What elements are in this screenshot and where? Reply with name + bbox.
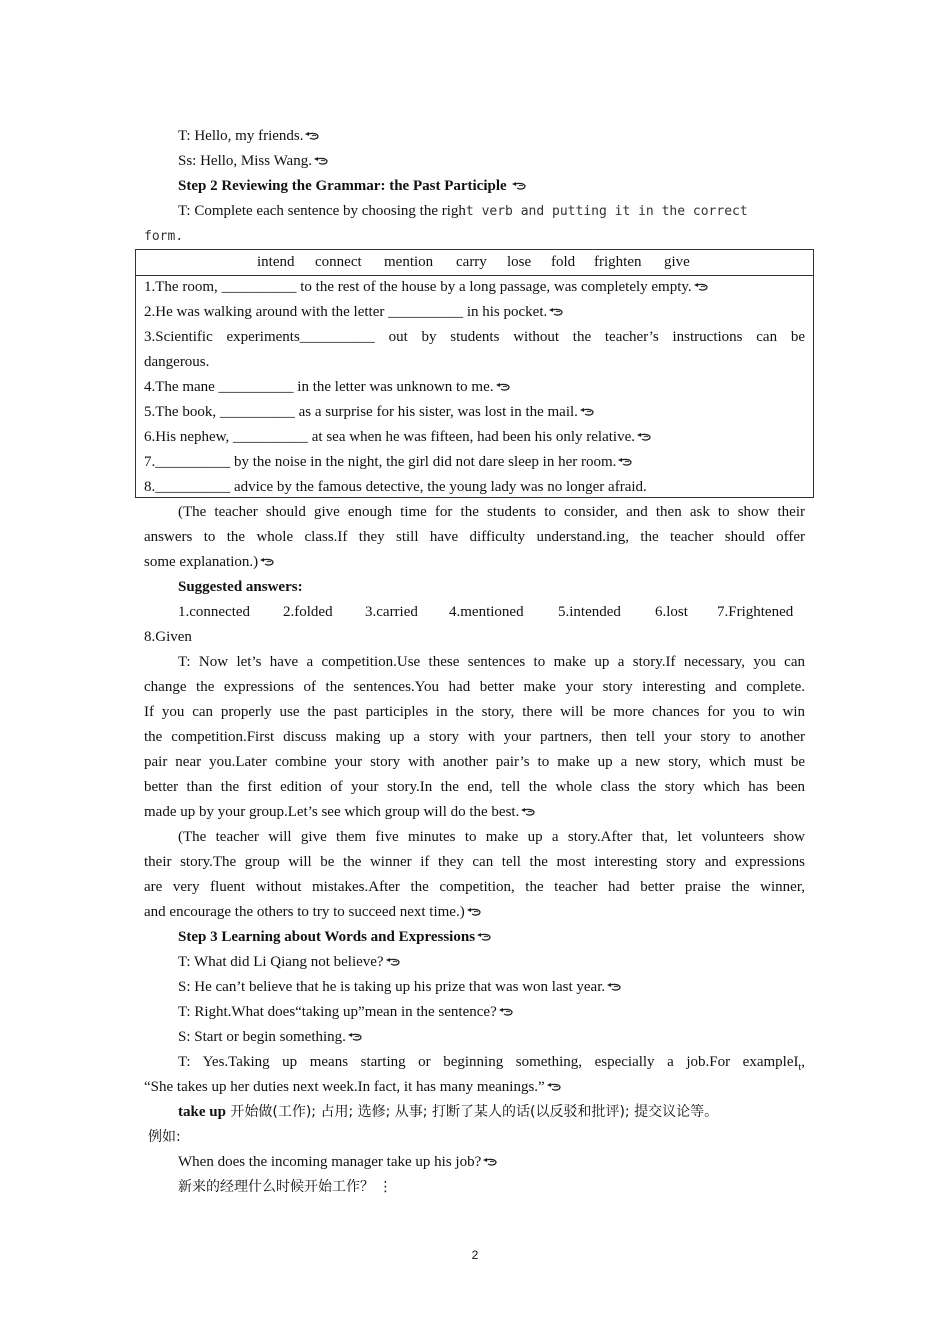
exercise-sentence: 1.The room, __________ to the rest of the house by a long passage, was completely empty. <box>144 275 805 300</box>
answer-item: 5.intended <box>558 604 621 620</box>
paragraph-line: are very fluent without mistakes.After the competition, the teacher had better praise the winner, <box>144 879 805 895</box>
exercise-sentence: 5.The book, __________ as a surprise for his sister, was lost in the mail. <box>144 400 805 425</box>
paragraph-line: some explanation.) <box>144 550 805 575</box>
dialog-line-cont: “She takes up her duties next week.In fact, it has many meanings.” <box>144 1075 805 1100</box>
return-mark-icon <box>693 282 709 292</box>
paragraph-line: (The teacher will give them five minutes to make up a story.After that, let volunteers show <box>178 829 805 845</box>
page-number: 2 <box>471 1248 479 1262</box>
example-sentence: When does the incoming manager take up his job? <box>178 1150 805 1175</box>
return-mark-icon <box>606 982 622 992</box>
dialog-line: T: What did Li Qiang not believe? <box>178 950 805 975</box>
answer-item: 3.carried <box>365 604 418 620</box>
return-mark-icon <box>579 407 595 417</box>
exercise-table <box>135 249 814 498</box>
paragraph-line: (The teacher should give enough time for the students to consider, and then ask to show their <box>178 504 805 520</box>
paragraph-line: answers to the whole class.If they still have difficulty understand.ing, the teacher should offer <box>144 529 805 545</box>
paragraph-line: their story.The group will be the winner if they can tell the most interesting story and expressions <box>144 854 805 870</box>
return-mark-icon <box>546 1082 562 1092</box>
word-bank-item: fold <box>551 254 576 270</box>
return-mark-icon <box>466 907 482 917</box>
step3-heading: Step 3 Learning about Words and Expressions <box>178 925 805 950</box>
word-bank-item: intend <box>257 254 295 270</box>
exercise-sentence: 3.Scientific experiments__________ out by students without the teacher’s instructions can be <box>144 329 805 345</box>
exercise-sentence-cont: dangerous. <box>144 354 210 370</box>
vocabulary-entry <box>178 1100 818 1125</box>
line-students-greeting: Ss: Hello, Miss Wang. <box>178 149 805 174</box>
dialog-line: T: Right.What does“taking up”mean in the sentence? <box>178 1000 805 1025</box>
word-bank-item: frighten <box>594 254 642 270</box>
answer-item: 7.Frightened <box>717 604 794 620</box>
paragraph-line: change the expressions of the sentences.You had better make your story interesting and complete. <box>144 679 805 695</box>
word-bank-row <box>136 250 813 276</box>
answer-item: 1.connected <box>178 604 251 620</box>
answer-item: 8.Given <box>144 629 192 645</box>
exercise-sentence: 6.His nephew, __________ at sea when he was fifteen, had been his only relative. <box>144 425 805 450</box>
return-mark-icon <box>548 307 564 317</box>
answer-item: 6.lost <box>655 604 688 620</box>
word-bank-item: mention <box>384 254 434 270</box>
line-teacher-greeting: T: Hello, my friends. <box>178 124 805 149</box>
vocabulary-term: take up <box>178 1104 226 1120</box>
return-mark-icon <box>511 181 527 191</box>
paragraph-line: If you can properly use the past participles in the story, there will be more chances for you to win <box>144 704 805 720</box>
answer-item: 2.folded <box>283 604 333 620</box>
return-mark-icon <box>259 557 275 567</box>
instruction-line-cont: form. <box>144 229 184 244</box>
return-mark-icon <box>347 1032 363 1042</box>
vocabulary-definition: 开始做(工作); 占用; 选修; 从事; 打断了某人的话(以反驳和批评); 提交议论等。 <box>225 1104 719 1120</box>
dialog-line: T: Yes.Taking up means starting or beginning something, especially a job.For exampleI$_t$, <box>178 1054 805 1073</box>
answer-item: 4.mentioned <box>449 604 524 620</box>
exercise-sentence: 7.__________ by the noise in the night, the girl did not dare sleep in her room. <box>144 450 805 475</box>
word-bank-item: connect <box>315 254 362 270</box>
example-translation: 新来的经理什么时候开始工作？ ⋮ <box>178 1179 393 1195</box>
paragraph-line: the competition.First discuss making up a story with your partners, then tell your story to another <box>144 729 805 745</box>
return-mark-icon <box>482 1157 498 1167</box>
return-mark-icon <box>498 1007 514 1017</box>
return-mark-icon <box>385 957 401 967</box>
return-mark-icon <box>617 457 633 467</box>
paragraph-line: and encourage the others to try to succeed next time.) <box>144 900 805 925</box>
word-bank-item: carry <box>456 254 487 270</box>
paragraph-line: made up by your group.Let’s see which group will do the best. <box>144 800 805 825</box>
instruction-line: T: Complete each sentence by choosing the right verb and putting it in the correct <box>178 203 748 219</box>
paragraph-line: T: Now let’s have a competition.Use these sentences to make up a story.If necessary, you can <box>178 654 805 670</box>
paragraph-line: pair near you.Later combine your story with another pair’s to make up a new story, which must be <box>144 754 805 770</box>
step2-heading: Step 2 Reviewing the Grammar: the Past Participle <box>178 174 805 199</box>
return-mark-icon <box>520 807 536 817</box>
return-mark-icon <box>476 932 492 942</box>
exercise-sentence: 8.__________ advice by the famous detective, the young lady was no longer afraid. <box>144 479 647 495</box>
suggested-answers-heading: Suggested answers: <box>178 579 303 595</box>
dialog-line: S: Start or begin something. <box>178 1025 805 1050</box>
return-mark-icon <box>636 432 652 442</box>
paragraph-line: better than the first edition of your story.In the end, tell the whole class the story which has been <box>144 779 805 795</box>
return-mark-icon <box>304 131 320 141</box>
exercise-sentence: 2.He was walking around with the letter __________ in his pocket. <box>144 300 805 325</box>
return-mark-icon <box>495 382 511 392</box>
word-bank-item: lose <box>507 254 532 270</box>
exercise-sentence: 4.The mane __________ in the letter was unknown to me. <box>144 375 805 400</box>
dialog-line: S: He can’t believe that he is taking up his prize that was won last year. <box>178 975 805 1000</box>
return-mark-icon <box>313 156 329 166</box>
vocabulary-example-label: 例如: <box>148 1129 181 1145</box>
word-bank-item: give <box>664 254 690 270</box>
